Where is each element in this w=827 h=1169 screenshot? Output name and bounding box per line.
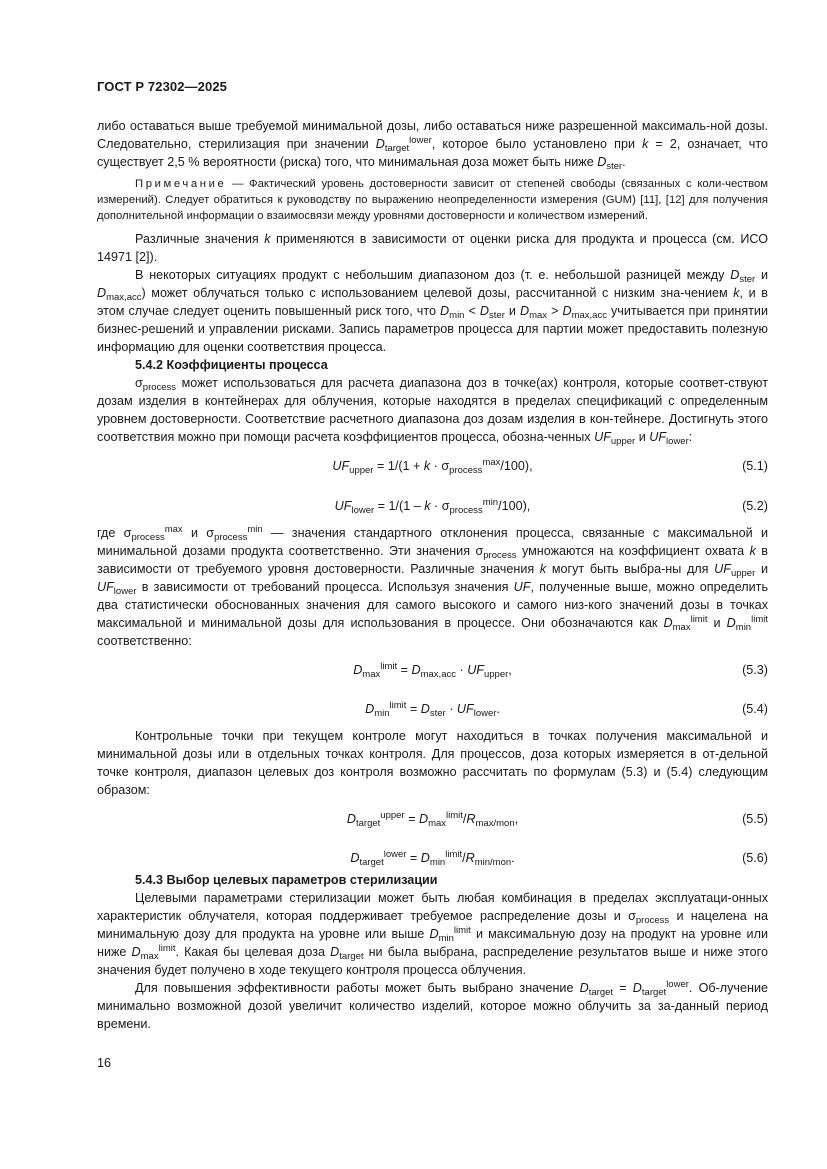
formula-number: (5.1) bbox=[742, 459, 768, 473]
formula-5-6: $D_{target}^{lower} = D_{min}^{limit}/R_{min/mon}$. (5.6) bbox=[350, 849, 768, 868]
formula-number: (5.6) bbox=[742, 851, 768, 865]
paragraph-control-points: Контрольные точки при текущем контроле могут находиться в точках получения максимальной и минимальной дозы или в отдельных точках контроля. Для процессов, доза которых измеряется в от-дельной точке контроля, диапазон целевых доз контроля возможно рассчитать по формулам (5.3) и (5.4) следующим образом: bbox=[97, 729, 768, 797]
formula-number: (5.3) bbox=[742, 663, 768, 677]
formula-5-4: $D_{min}^{limit} = D_{ster} \cdot UF_{lower}$. (5.4) bbox=[365, 700, 768, 719]
paragraph-k-values: Различные значения k применяются в зависимости от оценки риска для продукта и процесса (см. ИСО 14971 [2]). bbox=[97, 232, 768, 264]
document-body bbox=[97, 117, 768, 1033]
paragraph-where-sigma: где $\sigma_{process}^{max}$ и $\sigma_{process}^{min}$ — значения стандартного отклонения процесса, связанные с максимальной и минимальной дозами продукта соответственно. Эти значения $\sigma_{process}$ умножаются на коэффициент охвата k в зависимости от требуемого уровня достоверности. Различные значения k могут быть выбра-ны для $UF_{upper}$ и $UF_{lower}$ в зависимости от требований процесса. Используя значения UF, полученные выше, можно определить два статистически обоснованных значения для самого высокого и самого низ-кого значений дозы в точках максимальной и минимальной дозы для использования в процессе. Они обозначаются как $D_{max}^{limit}$ и $D_{min}^{limit}$ соответственно: bbox=[97, 524, 768, 648]
paragraph-risk-continuation: либо оставаться выше требуемой минимальной дозы, либо оставаться ниже разрешенной максималь-ной дозы. Следовательно, стерилизация при значении $D_{target}^{lower}$, которое было установлено при k = 2, означает, что существует 2,5 % вероятности (риска) того, что минимальная доза может быть ниже $D_{ster}$. bbox=[97, 119, 768, 172]
note: Примечание — Фактический уровень достоверности зависит от степеней свободы (связанных с коли-чеством измерений). Следует обратиться к руководству по выражению неопределенности измерения (GUM) [11], [12] для получения дополнительной информации о взаимосвязи между уровнями достоверности и количеством измерений. bbox=[97, 178, 768, 222]
formula-number: (5.5) bbox=[742, 812, 768, 826]
section-heading-5-4-3: 5.4.3 Выбор целевых параметров стерилизации bbox=[135, 873, 438, 887]
page-number: 16 bbox=[97, 1056, 112, 1070]
formula-5-1: $UF_{upper} = 1/(1 + k \cdot \sigma_{process}^{max}/100)$, (5.1) bbox=[332, 457, 768, 476]
paragraph-narrow-dose-range: В некоторых ситуациях продукт с небольшим диапазоном доз (т. е. небольшой разницей между $D_{ster}$ и $D_{max,acc}$) может облучаться только с использованием целевой дозы, рассчитанной с низким зна-чением k, и в этом случае следует оценить повышенный риск того, что $D_{min} < D_{ster}$ и $D_{max} > D_{max,acc}$ учитывается при принятии бизнес-решений и управлении рисками. Запись параметров процесса для партии может предоставить полезную информацию для оценки соответствия процесса. bbox=[97, 268, 769, 354]
paragraph-efficiency: Для повышения эффективности работы может быть выбрано значение $D_{target} = D_{target}^{lower}$. Об-лучение минимально возможной дозой увеличит количество изделий, которое можно облучить за за-данный период времени. bbox=[97, 979, 768, 1031]
formula-5-3: $D_{max}^{limit} = D_{max,acc} \cdot UF_{upper}$, (5.3) bbox=[353, 661, 768, 680]
formula-5-2: $UF_{lower} = 1/(1 - k \cdot \sigma_{process}^{min}/100)$, (5.2) bbox=[334, 497, 768, 516]
document-header: ГОСТ Р 72302—2025 bbox=[97, 79, 227, 94]
section-heading-5-4-2: 5.4.2 Коэффициенты процесса bbox=[135, 358, 328, 372]
note-label: Примечание bbox=[135, 178, 227, 190]
formula-5-5: $D_{target}^{upper} = D_{max}^{limit}/R_{max/mon}$, (5.5) bbox=[346, 810, 768, 829]
paragraph-target-parameters: Целевыми параметрами стерилизации может быть любая комбинация в пределах эксплуатаци-онных характеристик облучателя, которая поддерживает требуемое распределение дозы и $\sigma_{process}$ и нацелена на минимальную дозу для продукта на уровне или выше $D_{min}^{limit}$ и максимальную дозу на продукт на уровне или ниже $D_{max}^{limit}$. Какая бы целевая доза $D_{target}$ ни была выбрана, распределение результатов выше и ниже этого значения будет получено в ходе текущего контроля процесса облучения. bbox=[97, 891, 768, 977]
paragraph-process-sigma: $\sigma_{process}$ может использоваться для расчета диапазона доз в точке(ах) контроля, которые соответ-ствуют дозам изделия в контейнерах для облучения, которые находятся в пределах спецификаций с определенным уровнем достоверности. Соответствие расчетного диапазона доз дозам изделия в кон-тейнере. Достигнуть этого соответствия можно при помощи расчета коэффициентов процесса, обозна-ченных $UF_{upper}$ и $UF_{lower}$: bbox=[97, 376, 768, 447]
formula-number: (5.2) bbox=[742, 499, 768, 513]
formula-number: (5.4) bbox=[742, 702, 768, 716]
